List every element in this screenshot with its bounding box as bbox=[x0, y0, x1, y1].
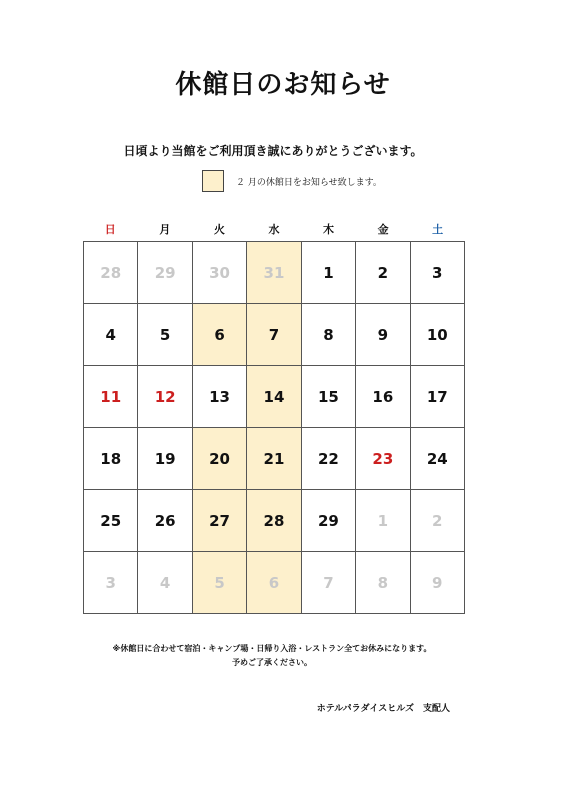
calendar-day: 25 bbox=[84, 490, 138, 552]
calendar-day: 16 bbox=[356, 366, 410, 428]
calendar-day: 15 bbox=[302, 366, 356, 428]
legend-text: ２ 月の休館日をお知らせ致します。 bbox=[236, 177, 382, 188]
calendar-day: 4 bbox=[138, 552, 192, 614]
weekday-label: 火 bbox=[213, 223, 225, 236]
calendar-day: 24 bbox=[411, 428, 465, 490]
weekday-label: 月 bbox=[159, 223, 171, 236]
calendar-day: 28 bbox=[84, 242, 138, 304]
calendar-day: 11 bbox=[84, 366, 138, 428]
calendar-day: 8 bbox=[356, 552, 410, 614]
weekday-label: 木 bbox=[323, 223, 335, 236]
calendar-day-closed: 28 bbox=[247, 490, 301, 552]
weekday-label: 水 bbox=[268, 223, 280, 236]
calendar-day: 19 bbox=[138, 428, 192, 490]
footnote bbox=[0, 642, 544, 670]
calendar-day-closed: 6 bbox=[247, 552, 301, 614]
legend bbox=[202, 170, 382, 192]
calendar-day-closed: 27 bbox=[193, 490, 247, 552]
calendar-day: 26 bbox=[138, 490, 192, 552]
footnote-line-1: ※休館日に合わせて宿泊・キャンプ場・日帰り入浴・レストラン全てお休みになります。 bbox=[112, 644, 432, 653]
calendar-day: 29 bbox=[302, 490, 356, 552]
calendar-day: 3 bbox=[411, 242, 465, 304]
calendar-day-closed: 7 bbox=[247, 304, 301, 366]
calendar-day: 18 bbox=[84, 428, 138, 490]
calendar-day: 4 bbox=[84, 304, 138, 366]
calendar-day: 10 bbox=[411, 304, 465, 366]
calendar-day: 3 bbox=[84, 552, 138, 614]
footnote-line-2: 予めご了承ください。 bbox=[232, 658, 312, 667]
calendar-day: 22 bbox=[302, 428, 356, 490]
calendar-day: 23 bbox=[356, 428, 410, 490]
weekday-label: 日 bbox=[104, 223, 116, 236]
weekday-header bbox=[83, 221, 465, 237]
calendar-day-closed: 31 bbox=[247, 242, 301, 304]
calendar-day: 9 bbox=[356, 304, 410, 366]
weekday-label: 土 bbox=[432, 223, 444, 236]
calendar-day-closed: 21 bbox=[247, 428, 301, 490]
calendar-day-closed: 20 bbox=[193, 428, 247, 490]
calendar-day: 30 bbox=[193, 242, 247, 304]
calendar-day: 8 bbox=[302, 304, 356, 366]
calendar-grid bbox=[83, 241, 465, 614]
calendar-day: 2 bbox=[411, 490, 465, 552]
closed-day-swatch bbox=[202, 170, 224, 192]
calendar-day-closed: 5 bbox=[193, 552, 247, 614]
calendar-day: 13 bbox=[193, 366, 247, 428]
calendar-day: 1 bbox=[356, 490, 410, 552]
calendar-day: 2 bbox=[356, 242, 410, 304]
signature: ホテルパラダイスヒルズ 支配人 bbox=[316, 704, 450, 714]
page-title: 休館日のお知らせ bbox=[175, 70, 391, 100]
calendar-day: 5 bbox=[138, 304, 192, 366]
calendar-day: 17 bbox=[411, 366, 465, 428]
calendar-day: 9 bbox=[411, 552, 465, 614]
calendar-day-closed: 6 bbox=[193, 304, 247, 366]
calendar-day: 1 bbox=[302, 242, 356, 304]
calendar-day: 12 bbox=[138, 366, 192, 428]
calendar-day: 29 bbox=[138, 242, 192, 304]
calendar-day: 7 bbox=[302, 552, 356, 614]
greeting-text: 日頃より当館をご利用頂き誠にありがとうございます。 bbox=[123, 144, 423, 158]
weekday-label: 金 bbox=[377, 223, 389, 236]
calendar-day-closed: 14 bbox=[247, 366, 301, 428]
